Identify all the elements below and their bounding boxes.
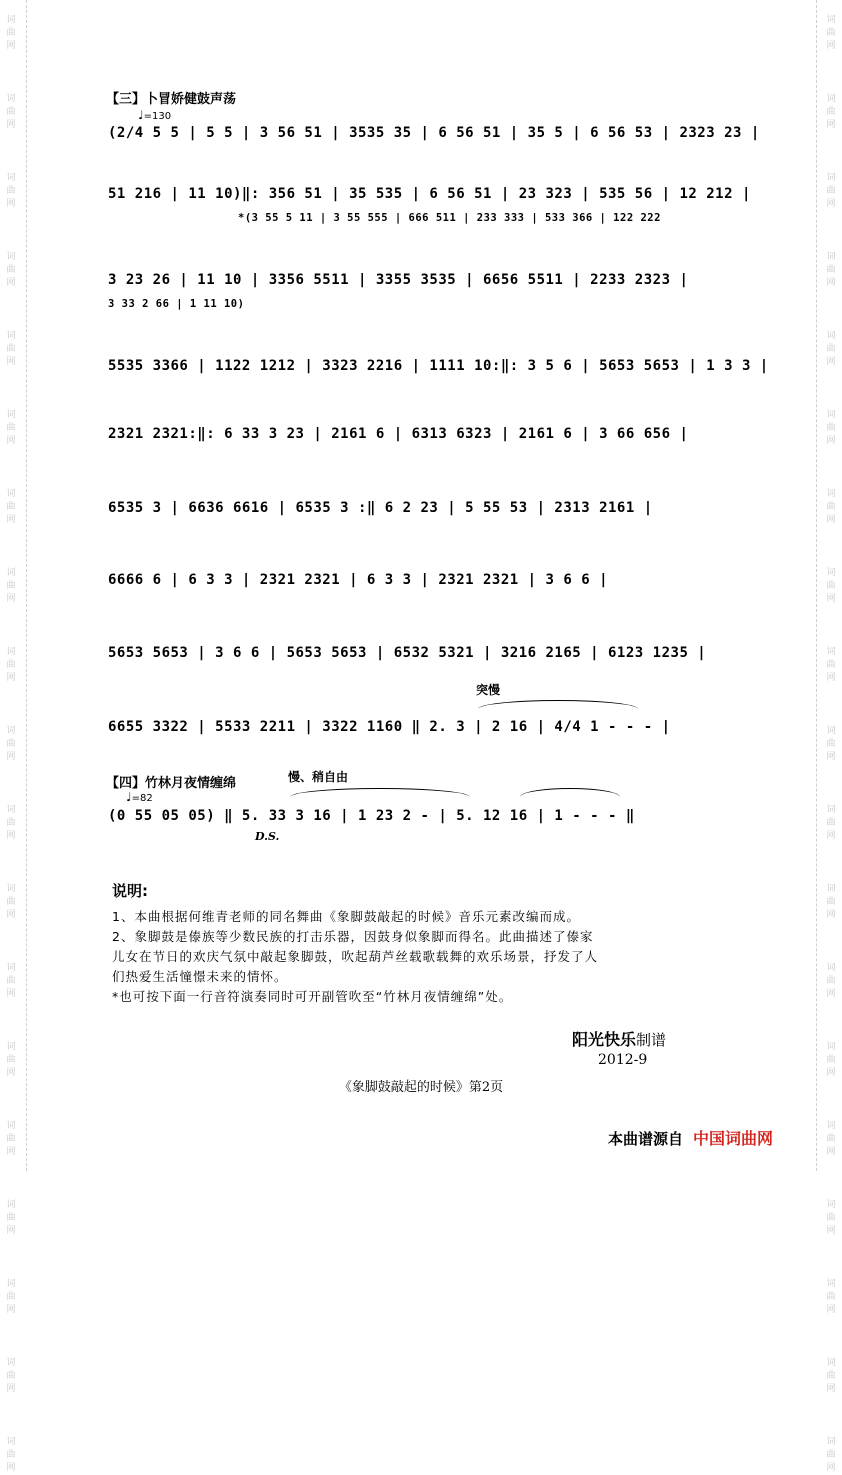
watermark-text: 词曲网 (826, 410, 836, 446)
watermark-text: 词曲网 (826, 331, 836, 367)
section4-title: 【四】竹林月夜情缠绵 (106, 776, 237, 791)
source-prefix: 本曲谱源自 (608, 1130, 684, 1148)
slur-arc (478, 700, 638, 709)
watermark-text: 词曲网 (6, 1279, 16, 1315)
staff-row-9 (108, 719, 738, 743)
credit-suffix: 制谱 (636, 1031, 667, 1049)
notation-line: 5653 5653 | 3 6 6 | 5653 5653 | 6532 5321 | 3216 2165 | 6123 1235 | (108, 645, 707, 661)
left-dashed-border (26, 0, 27, 1171)
watermark-text: 词曲网 (6, 1200, 16, 1236)
notation-line: 5535 3366 | 1122 1212 | 3323 2216 | 1111 10:‖: 3 5 6 | 5653 5653 | 1 3 3 | (108, 358, 769, 374)
staff-row-4 (108, 358, 769, 382)
notation-line: 6655 3322 | 5533 2211 | 3322 1160 ‖ 2. 3 | 2 16 | 4/4 1 - - - | (108, 719, 671, 735)
watermark-text: 词曲网 (826, 1437, 836, 1473)
staff-row-2 (108, 186, 751, 210)
watermark-text: 词曲网 (6, 1437, 16, 1473)
right-watermark-strip (820, 0, 842, 1473)
watermark-text: 词曲网 (6, 15, 16, 51)
section3-title: 【三】卜冒娇健鼓声荡 (106, 92, 237, 107)
watermark-text: 词曲网 (826, 963, 836, 999)
watermark-text: 词曲网 (6, 1358, 16, 1394)
watermark-text: 词曲网 (826, 489, 836, 525)
staff-row-6 (108, 500, 738, 524)
watermark-text: 词曲网 (826, 884, 836, 920)
watermark-text: 词曲网 (826, 15, 836, 51)
explanation-line: 们热爱生活憧憬未来的情怀。 (112, 969, 288, 984)
left-watermark-strip (0, 0, 22, 1473)
watermark-text: 词曲网 (826, 726, 836, 762)
credit-line (572, 1027, 666, 1050)
alternate-notation-line: *(3 55 5 11 | 3 55 555 | 666 511 | 233 333 | 533 366 | 122 222 (238, 212, 661, 224)
watermark-text: 词曲网 (826, 647, 836, 683)
watermark-text: 词曲网 (6, 173, 16, 209)
staff-row-7 (108, 572, 738, 596)
section4-tempo (126, 790, 153, 804)
notation-line: 6666 6 | 6 3 3 | 2321 2321 | 6 3 3 | 2321 2321 | 3 6 6 | (108, 572, 609, 588)
staff-row-8 (108, 645, 738, 669)
watermark-text: 词曲网 (826, 94, 836, 130)
staff-row-2-alternate (238, 212, 738, 236)
credit-brand: 阳光快乐 (572, 1030, 637, 1049)
watermark-text: 词曲网 (6, 1042, 16, 1078)
page-footer: 《象脚鼓敲起的时候》第2页 (338, 1080, 504, 1095)
explanation-line: 儿女在节日的欢庆气氛中敲起象脚鼓，吹起葫芦丝载歌载舞的欢乐场景，抒发了人 (112, 949, 599, 964)
watermark-text: 词曲网 (826, 1358, 836, 1394)
explanation-line: 1、本曲根据何维青老师的同名舞曲《象脚鼓敲起的时候》音乐元素改编而成。 (112, 909, 580, 924)
watermark-text: 词曲网 (826, 173, 836, 209)
watermark-text: 词曲网 (826, 1279, 836, 1315)
source-attribution (608, 1126, 773, 1149)
watermark-text: 词曲网 (826, 805, 836, 841)
watermark-text: 词曲网 (6, 410, 16, 446)
explanation-line: 2、象脚鼓是傣族等少数民族的打击乐器，因鼓身似象脚而得名。此曲描述了傣家 (112, 929, 594, 944)
watermark-text: 词曲网 (6, 647, 16, 683)
notation-line: 51 216 | 11 10)‖: 356 51 | 35 535 | 6 56 51 | 23 323 | 535 56 | 12 212 | (108, 186, 751, 202)
watermark-text: 词曲网 (6, 489, 16, 525)
quarter-note-icon: ♩ (126, 790, 132, 804)
watermark-text: 词曲网 (6, 94, 16, 130)
watermark-text: 词曲网 (6, 884, 16, 920)
tempo-value: =130 (143, 111, 172, 122)
source-site-link[interactable]: 中国词曲网 (693, 1129, 774, 1148)
score-date: 2012-9 (598, 1052, 648, 1068)
tempo-value: =82 (131, 793, 153, 804)
notation-line: 6535 3 | 6636 6616 | 6535 3 :‖ 6 2 23 | 5 55 53 | 2313 2161 | (108, 500, 653, 516)
slow-free-marking: 慢、稍自由 (288, 770, 349, 784)
explanation-heading: 说明: (112, 882, 148, 900)
watermark-text: 词曲网 (6, 726, 16, 762)
watermark-text: 词曲网 (826, 252, 836, 288)
watermark-text: 词曲网 (6, 252, 16, 288)
notation-line: (2/4 5 5 | 5 5 | 3 56 51 | 3535 35 | 6 56 51 | 35 5 | 6 56 53 | 2323 23 | (108, 125, 760, 141)
dal-segno-marking: D.S. (255, 830, 280, 843)
sudden-slow-marking: 突慢 (476, 683, 501, 697)
watermark-text: 词曲网 (6, 331, 16, 367)
notation-line: (0 55 05 05) ‖ 5. 33 3 16 | 1 23 2 - | 5. 12 16 | 1 - - - ‖ (108, 808, 635, 824)
watermark-text: 词曲网 (826, 1042, 836, 1078)
watermark-text: 词曲网 (826, 568, 836, 604)
notation-line: 2321 2321:‖: 6 33 3 23 | 2161 6 | 6313 6323 | 2161 6 | 3 66 656 | (108, 426, 689, 442)
staff-row-5 (108, 426, 738, 450)
slur-arc (290, 788, 470, 797)
watermark-text: 词曲网 (6, 805, 16, 841)
staff-row-10 (108, 808, 738, 832)
alternate-notation-line: 3 33 2 66 | 1 11 10) (108, 298, 245, 310)
watermark-text: 词曲网 (6, 568, 16, 604)
right-dashed-border (816, 0, 817, 1171)
watermark-text: 词曲网 (6, 963, 16, 999)
watermark-text: 词曲网 (826, 1200, 836, 1236)
staff-row-1 (108, 125, 760, 149)
explanation-line: *也可按下面一行音符演奏同时可开副管吹至“竹林月夜情缠绵”处。 (112, 989, 513, 1004)
section3-tempo (138, 108, 171, 122)
notation-line: 3 23 26 | 11 10 | 3356 5511 | 3355 3535 | 6656 5511 | 2233 2323 | (108, 272, 689, 288)
quarter-note-icon: ♩ (138, 108, 144, 122)
explanation-block (112, 880, 752, 1007)
watermark-text: 词曲网 (6, 1121, 16, 1157)
staff-row-3 (108, 272, 738, 296)
watermark-text: 词曲网 (826, 1121, 836, 1157)
slur-arc (520, 788, 620, 797)
staff-row-3-alternate (108, 298, 328, 322)
